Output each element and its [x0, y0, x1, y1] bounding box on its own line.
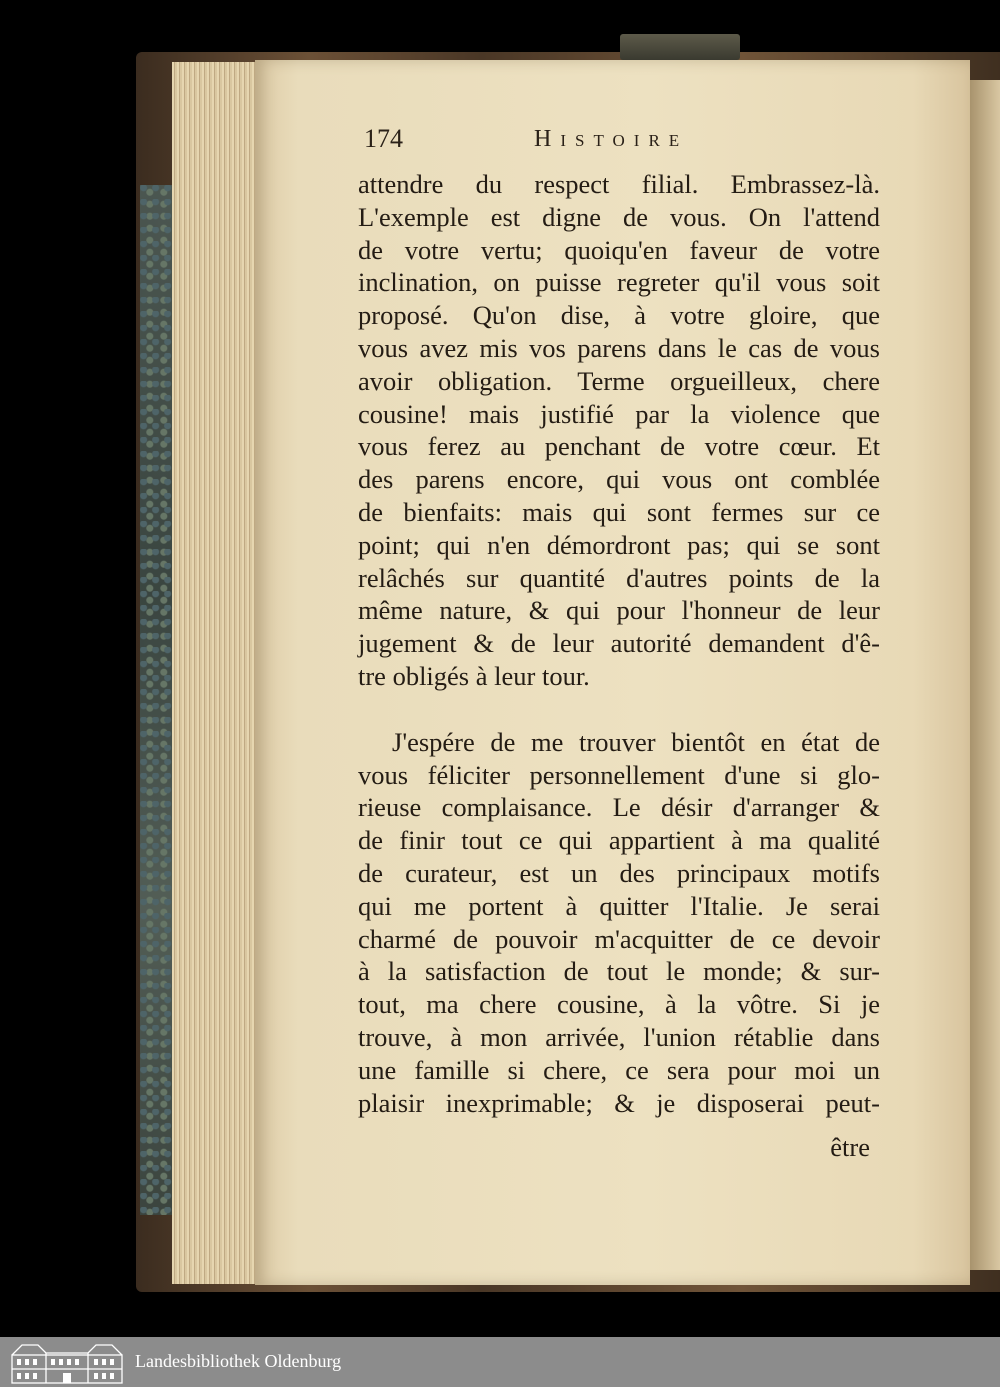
book-headband: [620, 34, 740, 60]
catchword: être: [830, 1132, 870, 1162]
text-line: rieuse complaisance. Le désir d'arranger &: [358, 792, 880, 823]
text-line: cousine! mais justifié par la violence que: [358, 398, 880, 429]
text-line: tre obligés à leur tour.: [358, 660, 590, 691]
paragraph-gap: [358, 693, 880, 726]
text-line: attendre du respect filial. Embrassez-là.: [358, 169, 880, 199]
facing-page-edge: [970, 80, 1000, 1270]
running-head: [364, 124, 874, 164]
text-line: tout, ma chere cousine, à la vôtre. Si je: [358, 989, 880, 1020]
text-line: de votre vertu; quoiqu'en faveur de votre: [358, 234, 880, 265]
text-line: jugement & de leur autorité demandent d'ê-: [358, 628, 880, 659]
paragraph-1: [358, 168, 880, 693]
text-line: inclination, on puisse regreter qu'il vous soit: [358, 267, 880, 298]
text-line: avoir obligation. Terme orgueilleux, chere: [358, 365, 880, 396]
footer-bar: [0, 1337, 1000, 1387]
text-line: de finir tout ce qui appartient à ma qualité: [358, 825, 880, 856]
page-number: 174: [364, 124, 403, 153]
text-line: trouve, à mon arrivée, l'union rétablie dans: [358, 1021, 880, 1052]
page-text: [358, 168, 880, 1119]
text-line: vous avez mis vos parens dans le cas de vous: [358, 332, 880, 363]
paragraph-2: [358, 726, 880, 1120]
text-line: à la satisfaction de tout le monde; & sur-: [358, 956, 880, 987]
text-line: une famille si chere, ce sera pour moi un: [358, 1054, 880, 1085]
library-building-logo-icon: [8, 1339, 126, 1385]
text-line: de bienfaits: mais qui sont fermes sur ce: [358, 496, 880, 527]
text-line: charmé de pouvoir m'acquitter de ce devoir: [358, 923, 880, 954]
running-title: Histoire: [534, 126, 689, 152]
text-line: J'espére de me trouver bientôt en état de: [392, 726, 880, 757]
page-edges: [172, 62, 262, 1284]
text-line: même nature, & qui pour l'honneur de leur: [358, 595, 880, 626]
marbled-cover-edge: [140, 185, 174, 1215]
text-line: des parens encore, qui vous ont comblée: [358, 464, 880, 495]
text-line: proposé. Qu'on dise, à votre gloire, que: [358, 300, 880, 331]
text-line: plaisir inexprimable; & je disposerai peut-: [358, 1087, 880, 1118]
text-line: vous ferez au penchant de votre cœur. Et: [358, 431, 880, 462]
text-line: qui me portent à quitter l'Italie. Je serai: [358, 890, 880, 921]
text-line: L'exemple est digne de vous. On l'attend: [358, 201, 880, 232]
text-line: de curateur, est un des principaux motifs: [358, 857, 880, 888]
text-line: vous féliciter personnellement d'une si glo-: [358, 759, 880, 790]
library-name: Landesbibliothek Oldenburg: [135, 1351, 342, 1371]
text-line: relâchés sur quantité d'autres points de la: [358, 562, 880, 593]
text-line: point; qui n'en démordront pas; qui se sont: [358, 529, 880, 560]
